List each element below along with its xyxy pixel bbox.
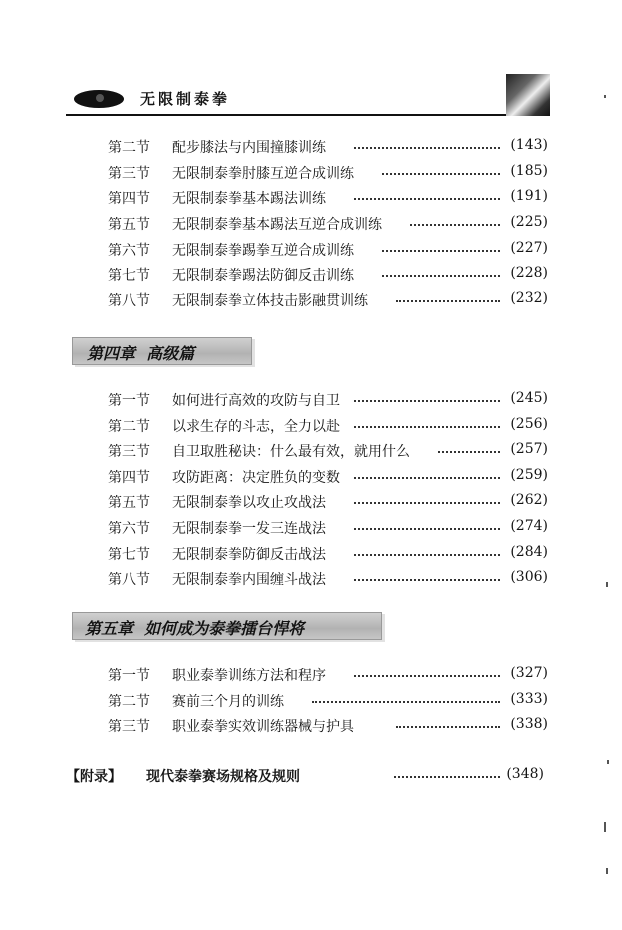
toc-row[interactable] [108, 665, 548, 687]
toc-leader-dots [312, 701, 500, 703]
toc-leader-dots [354, 579, 500, 581]
toc-leader-dots [354, 554, 500, 556]
toc-section-number: 第二节 [108, 140, 150, 156]
toc-leader-dots [396, 726, 500, 728]
chapter-heading-5[interactable] [72, 612, 382, 640]
toc-row[interactable] [108, 416, 548, 438]
toc-section-number: 第七节 [108, 547, 150, 563]
toc-leader-dots [410, 224, 500, 226]
scan-speck [604, 822, 606, 832]
toc-row[interactable] [108, 214, 548, 236]
toc-leader-dots [354, 426, 500, 428]
toc-section-number: 第五节 [108, 217, 150, 233]
appendix-label: 【附录】 [66, 769, 122, 785]
toc-section-number: 第六节 [108, 243, 150, 259]
toc-page-number: (274) [510, 518, 548, 534]
scan-speck [606, 868, 608, 874]
toc-page-number: (256) [510, 416, 548, 432]
chapter-heading-4-text: 第四章 高级篇 [87, 344, 195, 363]
toc-leader-dots [354, 147, 500, 149]
toc-section-title: 配步膝法与内围撞膝训练 [172, 140, 326, 156]
toc-page-number: (327) [510, 665, 548, 681]
toc-leader-dots [354, 528, 500, 530]
toc-leader-dots [354, 198, 500, 200]
scan-speck [607, 760, 609, 764]
toc-section-title: 无限制泰拳肘膝互逆合成训练 [172, 166, 354, 182]
toc-section-number: 第八节 [108, 572, 150, 588]
header-boxer-photo [506, 74, 550, 116]
toc-section-number: 第一节 [108, 668, 150, 684]
toc-leader-dots [354, 502, 500, 504]
toc-page-number: (284) [510, 544, 548, 560]
toc-section-number: 第三节 [108, 719, 150, 735]
appendix-page-number: (348) [506, 766, 544, 782]
toc-page-number: (225) [510, 214, 548, 230]
toc-section-number: 第二节 [108, 694, 150, 710]
toc-leader-dots [354, 477, 500, 479]
toc-row[interactable] [108, 467, 548, 489]
toc-section-title: 无限制泰拳踢拳互逆合成训练 [172, 243, 354, 259]
toc-page-number: (245) [510, 390, 548, 406]
toc-section-number: 第二节 [108, 419, 150, 435]
chapter-heading-4[interactable] [72, 337, 252, 365]
toc-section-title: 无限制泰拳一发三连战法 [172, 521, 326, 537]
toc-section-title: 攻防距离：决定胜负的变数 [172, 470, 340, 486]
toc-section-number: 第四节 [108, 191, 150, 207]
toc-section-number: 第三节 [108, 166, 150, 182]
book-title: 无限制泰拳 [140, 90, 231, 108]
appendix-title: 现代泰拳赛场规格及规则 [146, 769, 300, 785]
toc-section-title: 如何进行高效的攻防与自卫 [172, 393, 340, 409]
scan-speck [604, 95, 606, 98]
toc-row[interactable] [108, 518, 548, 540]
toc-row[interactable] [108, 492, 548, 514]
toc-leader-dots [382, 250, 500, 252]
running-header [66, 80, 546, 120]
toc-section-number: 第四节 [108, 470, 150, 486]
toc-section-number: 第六节 [108, 521, 150, 537]
header-rule [66, 114, 506, 116]
toc-page-number: (306) [510, 569, 548, 585]
toc-section-number: 第一节 [108, 393, 150, 409]
toc-section-number: 第八节 [108, 293, 150, 309]
header-oval-ornament [74, 90, 124, 108]
toc-row[interactable] [108, 188, 548, 210]
chapter-heading-5-text: 第五章 如何成为泰拳擂台悍将 [85, 619, 305, 638]
toc-row[interactable] [108, 716, 548, 738]
toc-page-number: (333) [510, 691, 548, 707]
toc-page-number: (185) [510, 163, 548, 179]
toc-section-title: 职业泰拳实效训练器械与护具 [172, 719, 354, 735]
toc-section-title: 无限制泰拳基本踢法训练 [172, 191, 326, 207]
toc-row[interactable] [108, 441, 548, 463]
toc-row[interactable] [108, 163, 548, 185]
appendix-row[interactable] [66, 766, 544, 788]
toc-section-title: 以求生存的斗志，全力以赴 [172, 419, 340, 435]
toc-page-number: (227) [510, 240, 548, 256]
toc-section-title: 自卫取胜秘诀：什么最有效，就用什么 [172, 444, 410, 460]
toc-section-number: 第七节 [108, 268, 150, 284]
toc-leader-dots [396, 300, 500, 302]
toc-row[interactable] [108, 390, 548, 412]
toc-section-title: 无限制泰拳以攻止攻战法 [172, 495, 326, 511]
toc-row[interactable] [108, 265, 548, 287]
toc-section-title: 无限制泰拳立体技击影融贯训练 [172, 293, 368, 309]
toc-row[interactable] [108, 137, 548, 159]
toc-page-number: (338) [510, 716, 548, 732]
toc-section-title: 赛前三个月的训练 [172, 694, 284, 710]
toc-row[interactable] [108, 544, 548, 566]
toc-page-number: (228) [510, 265, 548, 281]
scan-speck [606, 582, 608, 587]
toc-leader-dots [382, 275, 500, 277]
toc-page-number: (143) [510, 137, 548, 153]
toc-leader-dots [354, 675, 500, 677]
toc-section-title: 无限制泰拳内围缠斗战法 [172, 572, 326, 588]
toc-page-number: (257) [510, 441, 548, 457]
toc-leader-dots [394, 776, 500, 778]
toc-leader-dots [438, 451, 500, 453]
toc-section-title: 无限制泰拳防御反击战法 [172, 547, 326, 563]
toc-section-title: 无限制泰拳踢法防御反击训练 [172, 268, 354, 284]
toc-page-number: (232) [510, 290, 548, 306]
toc-row[interactable] [108, 691, 548, 713]
toc-page-number: (191) [510, 188, 548, 204]
toc-row[interactable] [108, 290, 548, 312]
toc-row[interactable] [108, 569, 548, 591]
toc-page-number: (259) [510, 467, 548, 483]
toc-section-title: 职业泰拳训练方法和程序 [172, 668, 326, 684]
toc-row[interactable] [108, 240, 548, 262]
toc-section-number: 第五节 [108, 495, 150, 511]
toc-page-number: (262) [510, 492, 548, 508]
toc-section-title: 无限制泰拳基本踢法互逆合成训练 [172, 217, 382, 233]
toc-section-number: 第三节 [108, 444, 150, 460]
toc-leader-dots [382, 173, 500, 175]
toc-leader-dots [354, 400, 500, 402]
